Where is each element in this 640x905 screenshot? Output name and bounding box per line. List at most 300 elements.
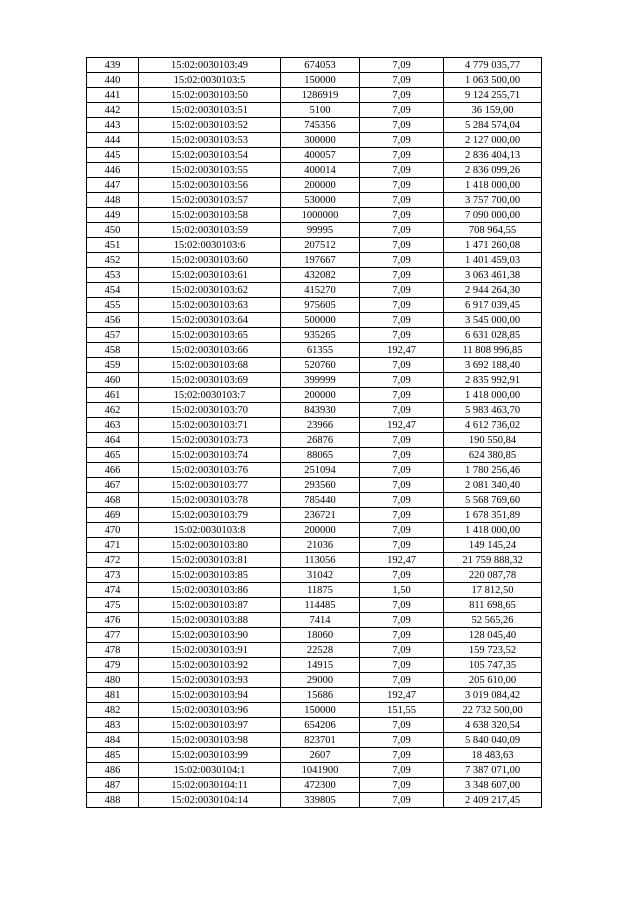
rate-cell: 1,50 (360, 583, 444, 598)
cadastral-number-cell: 15:02:0030103:49 (139, 58, 281, 73)
area-cell: 15686 (281, 688, 360, 703)
area-cell: 520760 (281, 358, 360, 373)
table-row (87, 718, 542, 733)
row-number-cell: 448 (87, 193, 139, 208)
row-number-cell: 454 (87, 283, 139, 298)
row-number-cell: 484 (87, 733, 139, 748)
area-cell: 339805 (281, 793, 360, 808)
table-row (87, 403, 542, 418)
rate-cell: 7,09 (360, 718, 444, 733)
value-cell: 17 812,50 (444, 583, 542, 598)
table-row (87, 628, 542, 643)
rate-cell: 7,09 (360, 733, 444, 748)
value-cell: 2 081 340,40 (444, 478, 542, 493)
rate-cell: 7,09 (360, 268, 444, 283)
cadastral-number-cell: 15:02:0030103:64 (139, 313, 281, 328)
rate-cell: 192,47 (360, 553, 444, 568)
cadastral-number-cell: 15:02:0030103:56 (139, 178, 281, 193)
table-row (87, 73, 542, 88)
row-number-cell: 443 (87, 118, 139, 133)
area-cell: 88065 (281, 448, 360, 463)
value-cell: 3 757 700,00 (444, 193, 542, 208)
row-number-cell: 481 (87, 688, 139, 703)
area-cell: 935265 (281, 328, 360, 343)
value-cell: 22 732 500,00 (444, 703, 542, 718)
value-cell: 7 387 071,00 (444, 763, 542, 778)
value-cell: 2 944 264,30 (444, 283, 542, 298)
cadastral-number-cell: 15:02:0030103:52 (139, 118, 281, 133)
table-row (87, 598, 542, 613)
row-number-cell: 472 (87, 553, 139, 568)
cadastral-number-cell: 15:02:0030103:77 (139, 478, 281, 493)
table-row (87, 268, 542, 283)
value-cell: 5 284 574,04 (444, 118, 542, 133)
value-cell: 5 840 040,09 (444, 733, 542, 748)
table-row (87, 553, 542, 568)
table-row (87, 193, 542, 208)
area-cell: 21036 (281, 538, 360, 553)
cadastral-number-cell: 15:02:0030103:74 (139, 448, 281, 463)
row-number-cell: 466 (87, 463, 139, 478)
area-cell: 23966 (281, 418, 360, 433)
value-cell: 105 747,35 (444, 658, 542, 673)
table-row (87, 763, 542, 778)
row-number-cell: 458 (87, 343, 139, 358)
area-cell: 300000 (281, 133, 360, 148)
rate-cell: 192,47 (360, 418, 444, 433)
rate-cell: 7,09 (360, 163, 444, 178)
value-cell: 159 723,52 (444, 643, 542, 658)
value-cell: 5 568 769,60 (444, 493, 542, 508)
cadastral-number-cell: 15:02:0030103:97 (139, 718, 281, 733)
row-number-cell: 473 (87, 568, 139, 583)
cadastral-number-cell: 15:02:0030103:87 (139, 598, 281, 613)
row-number-cell: 461 (87, 388, 139, 403)
cadastral-number-cell: 15:02:0030103:98 (139, 733, 281, 748)
row-number-cell: 449 (87, 208, 139, 223)
row-number-cell: 469 (87, 508, 139, 523)
row-number-cell: 477 (87, 628, 139, 643)
area-cell: 1000000 (281, 208, 360, 223)
value-cell: 36 159,00 (444, 103, 542, 118)
cadastral-number-cell: 15:02:0030103:60 (139, 253, 281, 268)
row-number-cell: 439 (87, 58, 139, 73)
cadastral-number-cell: 15:02:0030103:76 (139, 463, 281, 478)
table-body (87, 58, 542, 808)
cadastral-number-cell: 15:02:0030103:66 (139, 343, 281, 358)
row-number-cell: 480 (87, 673, 139, 688)
row-number-cell: 464 (87, 433, 139, 448)
value-cell: 7 090 000,00 (444, 208, 542, 223)
cadastral-number-cell: 15:02:0030103:71 (139, 418, 281, 433)
area-cell: 18060 (281, 628, 360, 643)
row-number-cell: 470 (87, 523, 139, 538)
table-row (87, 328, 542, 343)
row-number-cell: 488 (87, 793, 139, 808)
row-number-cell: 460 (87, 373, 139, 388)
cadastral-value-table (86, 57, 542, 808)
rate-cell: 192,47 (360, 343, 444, 358)
rate-cell: 7,09 (360, 433, 444, 448)
cadastral-number-cell: 15:02:0030103:86 (139, 583, 281, 598)
table-row (87, 88, 542, 103)
value-cell: 220 087,78 (444, 568, 542, 583)
value-cell: 18 483,63 (444, 748, 542, 763)
rate-cell: 7,09 (360, 148, 444, 163)
cadastral-number-cell: 15:02:0030103:94 (139, 688, 281, 703)
row-number-cell: 475 (87, 598, 139, 613)
cadastral-number-cell: 15:02:0030103:7 (139, 388, 281, 403)
cadastral-number-cell: 15:02:0030103:99 (139, 748, 281, 763)
row-number-cell: 440 (87, 73, 139, 88)
table-row (87, 793, 542, 808)
rate-cell: 7,09 (360, 508, 444, 523)
value-cell: 624 380,85 (444, 448, 542, 463)
cadastral-number-cell: 15:02:0030103:6 (139, 238, 281, 253)
row-number-cell: 451 (87, 238, 139, 253)
table-row (87, 733, 542, 748)
rate-cell: 7,09 (360, 448, 444, 463)
rate-cell: 7,09 (360, 463, 444, 478)
value-cell: 3 063 461,38 (444, 268, 542, 283)
value-cell: 190 550,84 (444, 433, 542, 448)
table-row (87, 433, 542, 448)
area-cell: 197667 (281, 253, 360, 268)
area-cell: 22528 (281, 643, 360, 658)
cadastral-number-cell: 15:02:0030103:70 (139, 403, 281, 418)
area-cell: 472300 (281, 778, 360, 793)
rate-cell: 151,55 (360, 703, 444, 718)
row-number-cell: 486 (87, 763, 139, 778)
value-cell: 21 759 888,32 (444, 553, 542, 568)
table-row (87, 673, 542, 688)
area-cell: 400014 (281, 163, 360, 178)
area-cell: 415270 (281, 283, 360, 298)
cadastral-number-cell: 15:02:0030103:54 (139, 148, 281, 163)
row-number-cell: 456 (87, 313, 139, 328)
cadastral-number-cell: 15:02:0030103:92 (139, 658, 281, 673)
value-cell: 1 418 000,00 (444, 178, 542, 193)
area-cell: 200000 (281, 178, 360, 193)
value-cell: 811 698,65 (444, 598, 542, 613)
table-row (87, 463, 542, 478)
rate-cell: 7,09 (360, 628, 444, 643)
value-cell: 6 917 039,45 (444, 298, 542, 313)
rate-cell: 7,09 (360, 613, 444, 628)
cadastral-number-cell: 15:02:0030103:73 (139, 433, 281, 448)
area-cell: 114485 (281, 598, 360, 613)
table-row (87, 493, 542, 508)
cadastral-number-cell: 15:02:0030103:5 (139, 73, 281, 88)
value-cell: 4 638 320,54 (444, 718, 542, 733)
value-cell: 3 545 000,00 (444, 313, 542, 328)
table-row (87, 148, 542, 163)
cadastral-number-cell: 15:02:0030103:63 (139, 298, 281, 313)
table-row (87, 658, 542, 673)
area-cell: 200000 (281, 388, 360, 403)
cadastral-number-cell: 15:02:0030103:57 (139, 193, 281, 208)
rate-cell: 7,09 (360, 208, 444, 223)
row-number-cell: 447 (87, 178, 139, 193)
rate-cell: 7,09 (360, 358, 444, 373)
value-cell: 205 610,00 (444, 673, 542, 688)
table-row (87, 688, 542, 703)
area-cell: 1041900 (281, 763, 360, 778)
cadastral-number-cell: 15:02:0030104:11 (139, 778, 281, 793)
row-number-cell: 462 (87, 403, 139, 418)
table-row (87, 448, 542, 463)
rate-cell: 7,09 (360, 73, 444, 88)
table-row (87, 418, 542, 433)
rate-cell: 7,09 (360, 598, 444, 613)
row-number-cell: 465 (87, 448, 139, 463)
value-cell: 3 019 084,42 (444, 688, 542, 703)
rate-cell: 7,09 (360, 298, 444, 313)
area-cell: 113056 (281, 553, 360, 568)
area-cell: 29000 (281, 673, 360, 688)
rate-cell: 7,09 (360, 388, 444, 403)
cadastral-number-cell: 15:02:0030103:55 (139, 163, 281, 178)
rate-cell: 7,09 (360, 118, 444, 133)
table-row (87, 103, 542, 118)
table-row (87, 523, 542, 538)
rate-cell: 7,09 (360, 673, 444, 688)
cadastral-number-cell: 15:02:0030103:91 (139, 643, 281, 658)
area-cell: 31042 (281, 568, 360, 583)
rate-cell: 7,09 (360, 538, 444, 553)
row-number-cell: 452 (87, 253, 139, 268)
cadastral-number-cell: 15:02:0030103:53 (139, 133, 281, 148)
row-number-cell: 445 (87, 148, 139, 163)
rate-cell: 7,09 (360, 568, 444, 583)
cadastral-number-cell: 15:02:0030103:88 (139, 613, 281, 628)
value-cell: 4 779 035,77 (444, 58, 542, 73)
cadastral-number-cell: 15:02:0030103:68 (139, 358, 281, 373)
rate-cell: 7,09 (360, 223, 444, 238)
table-row (87, 583, 542, 598)
area-cell: 432082 (281, 268, 360, 283)
rate-cell: 7,09 (360, 88, 444, 103)
row-number-cell: 444 (87, 133, 139, 148)
rate-cell: 7,09 (360, 643, 444, 658)
row-number-cell: 478 (87, 643, 139, 658)
rate-cell: 7,09 (360, 133, 444, 148)
row-number-cell: 459 (87, 358, 139, 373)
rate-cell: 7,09 (360, 748, 444, 763)
table-row (87, 508, 542, 523)
area-cell: 500000 (281, 313, 360, 328)
rate-cell: 7,09 (360, 478, 444, 493)
rate-cell: 7,09 (360, 178, 444, 193)
area-cell: 674053 (281, 58, 360, 73)
row-number-cell: 474 (87, 583, 139, 598)
area-cell: 1286919 (281, 88, 360, 103)
value-cell: 1 678 351,89 (444, 508, 542, 523)
table-row (87, 538, 542, 553)
row-number-cell: 485 (87, 748, 139, 763)
table-row (87, 478, 542, 493)
value-cell: 6 631 028,85 (444, 328, 542, 343)
area-cell: 654206 (281, 718, 360, 733)
row-number-cell: 442 (87, 103, 139, 118)
area-cell: 843930 (281, 403, 360, 418)
value-cell: 2 836 404,13 (444, 148, 542, 163)
cadastral-number-cell: 15:02:0030103:59 (139, 223, 281, 238)
table-row (87, 358, 542, 373)
row-number-cell: 455 (87, 298, 139, 313)
rate-cell: 7,09 (360, 523, 444, 538)
value-cell: 3 692 188,40 (444, 358, 542, 373)
row-number-cell: 471 (87, 538, 139, 553)
area-cell: 293560 (281, 478, 360, 493)
rate-cell: 7,09 (360, 103, 444, 118)
value-cell: 9 124 255,71 (444, 88, 542, 103)
value-cell: 5 983 463,70 (444, 403, 542, 418)
table-row (87, 643, 542, 658)
area-cell: 2607 (281, 748, 360, 763)
rate-cell: 192,47 (360, 688, 444, 703)
value-cell: 708 964,55 (444, 223, 542, 238)
value-cell: 11 808 996,85 (444, 343, 542, 358)
cadastral-number-cell: 15:02:0030103:85 (139, 568, 281, 583)
cadastral-number-cell: 15:02:0030103:61 (139, 268, 281, 283)
rate-cell: 7,09 (360, 193, 444, 208)
table-row (87, 133, 542, 148)
row-number-cell: 450 (87, 223, 139, 238)
value-cell: 2 127 000,00 (444, 133, 542, 148)
rate-cell: 7,09 (360, 58, 444, 73)
area-cell: 14915 (281, 658, 360, 673)
value-cell: 149 145,24 (444, 538, 542, 553)
area-cell: 61355 (281, 343, 360, 358)
table-row (87, 178, 542, 193)
area-cell: 530000 (281, 193, 360, 208)
rate-cell: 7,09 (360, 403, 444, 418)
area-cell: 99995 (281, 223, 360, 238)
area-cell: 823701 (281, 733, 360, 748)
cadastral-number-cell: 15:02:0030103:51 (139, 103, 281, 118)
rate-cell: 7,09 (360, 238, 444, 253)
table-row (87, 313, 542, 328)
cadastral-number-cell: 15:02:0030103:62 (139, 283, 281, 298)
rate-cell: 7,09 (360, 493, 444, 508)
rate-cell: 7,09 (360, 763, 444, 778)
row-number-cell: 468 (87, 493, 139, 508)
table-row (87, 208, 542, 223)
row-number-cell: 476 (87, 613, 139, 628)
value-cell: 2 836 099,26 (444, 163, 542, 178)
table-row (87, 568, 542, 583)
table-row (87, 238, 542, 253)
value-cell: 1 063 500,00 (444, 73, 542, 88)
area-cell: 785440 (281, 493, 360, 508)
cadastral-number-cell: 15:02:0030104:1 (139, 763, 281, 778)
cadastral-number-cell: 15:02:0030103:79 (139, 508, 281, 523)
value-cell: 1 418 000,00 (444, 523, 542, 538)
rate-cell: 7,09 (360, 313, 444, 328)
table-row (87, 778, 542, 793)
row-number-cell: 457 (87, 328, 139, 343)
row-number-cell: 467 (87, 478, 139, 493)
area-cell: 236721 (281, 508, 360, 523)
cadastral-number-cell: 15:02:0030103:93 (139, 673, 281, 688)
rate-cell: 7,09 (360, 793, 444, 808)
area-cell: 200000 (281, 523, 360, 538)
cadastral-number-cell: 15:02:0030103:8 (139, 523, 281, 538)
rate-cell: 7,09 (360, 658, 444, 673)
value-cell: 52 565,26 (444, 613, 542, 628)
row-number-cell: 482 (87, 703, 139, 718)
rate-cell: 7,09 (360, 373, 444, 388)
cadastral-number-cell: 15:02:0030103:58 (139, 208, 281, 223)
cadastral-number-cell: 15:02:0030103:80 (139, 538, 281, 553)
value-cell: 1 401 459,03 (444, 253, 542, 268)
area-cell: 26876 (281, 433, 360, 448)
cadastral-number-cell: 15:02:0030103:78 (139, 493, 281, 508)
area-cell: 11875 (281, 583, 360, 598)
table-row (87, 343, 542, 358)
table-row (87, 703, 542, 718)
value-cell: 1 780 256,46 (444, 463, 542, 478)
rate-cell: 7,09 (360, 328, 444, 343)
area-cell: 5100 (281, 103, 360, 118)
row-number-cell: 446 (87, 163, 139, 178)
table-row (87, 223, 542, 238)
value-cell: 128 045,40 (444, 628, 542, 643)
table-row (87, 118, 542, 133)
rate-cell: 7,09 (360, 283, 444, 298)
row-number-cell: 441 (87, 88, 139, 103)
table-row (87, 163, 542, 178)
table-row (87, 298, 542, 313)
row-number-cell: 483 (87, 718, 139, 733)
row-number-cell: 463 (87, 418, 139, 433)
value-cell: 2 409 217,45 (444, 793, 542, 808)
table-row (87, 253, 542, 268)
table-row (87, 613, 542, 628)
area-cell: 150000 (281, 703, 360, 718)
rate-cell: 7,09 (360, 778, 444, 793)
table-row (87, 748, 542, 763)
table-row (87, 283, 542, 298)
cadastral-number-cell: 15:02:0030103:90 (139, 628, 281, 643)
area-cell: 399999 (281, 373, 360, 388)
table-row (87, 388, 542, 403)
table-row (87, 58, 542, 73)
rate-cell: 7,09 (360, 253, 444, 268)
area-cell: 975605 (281, 298, 360, 313)
cadastral-number-cell: 15:02:0030103:69 (139, 373, 281, 388)
cadastral-number-cell: 15:02:0030103:81 (139, 553, 281, 568)
table-row (87, 373, 542, 388)
row-number-cell: 479 (87, 658, 139, 673)
area-cell: 150000 (281, 73, 360, 88)
cadastral-number-cell: 15:02:0030103:96 (139, 703, 281, 718)
cadastral-number-cell: 15:02:0030103:50 (139, 88, 281, 103)
area-cell: 207512 (281, 238, 360, 253)
area-cell: 745356 (281, 118, 360, 133)
row-number-cell: 453 (87, 268, 139, 283)
area-cell: 7414 (281, 613, 360, 628)
cadastral-number-cell: 15:02:0030103:65 (139, 328, 281, 343)
cadastral-number-cell: 15:02:0030104:14 (139, 793, 281, 808)
row-number-cell: 487 (87, 778, 139, 793)
value-cell: 4 612 736,02 (444, 418, 542, 433)
value-cell: 1 418 000,00 (444, 388, 542, 403)
value-cell: 1 471 260,08 (444, 238, 542, 253)
value-cell: 2 835 992,91 (444, 373, 542, 388)
value-cell: 3 348 607,00 (444, 778, 542, 793)
